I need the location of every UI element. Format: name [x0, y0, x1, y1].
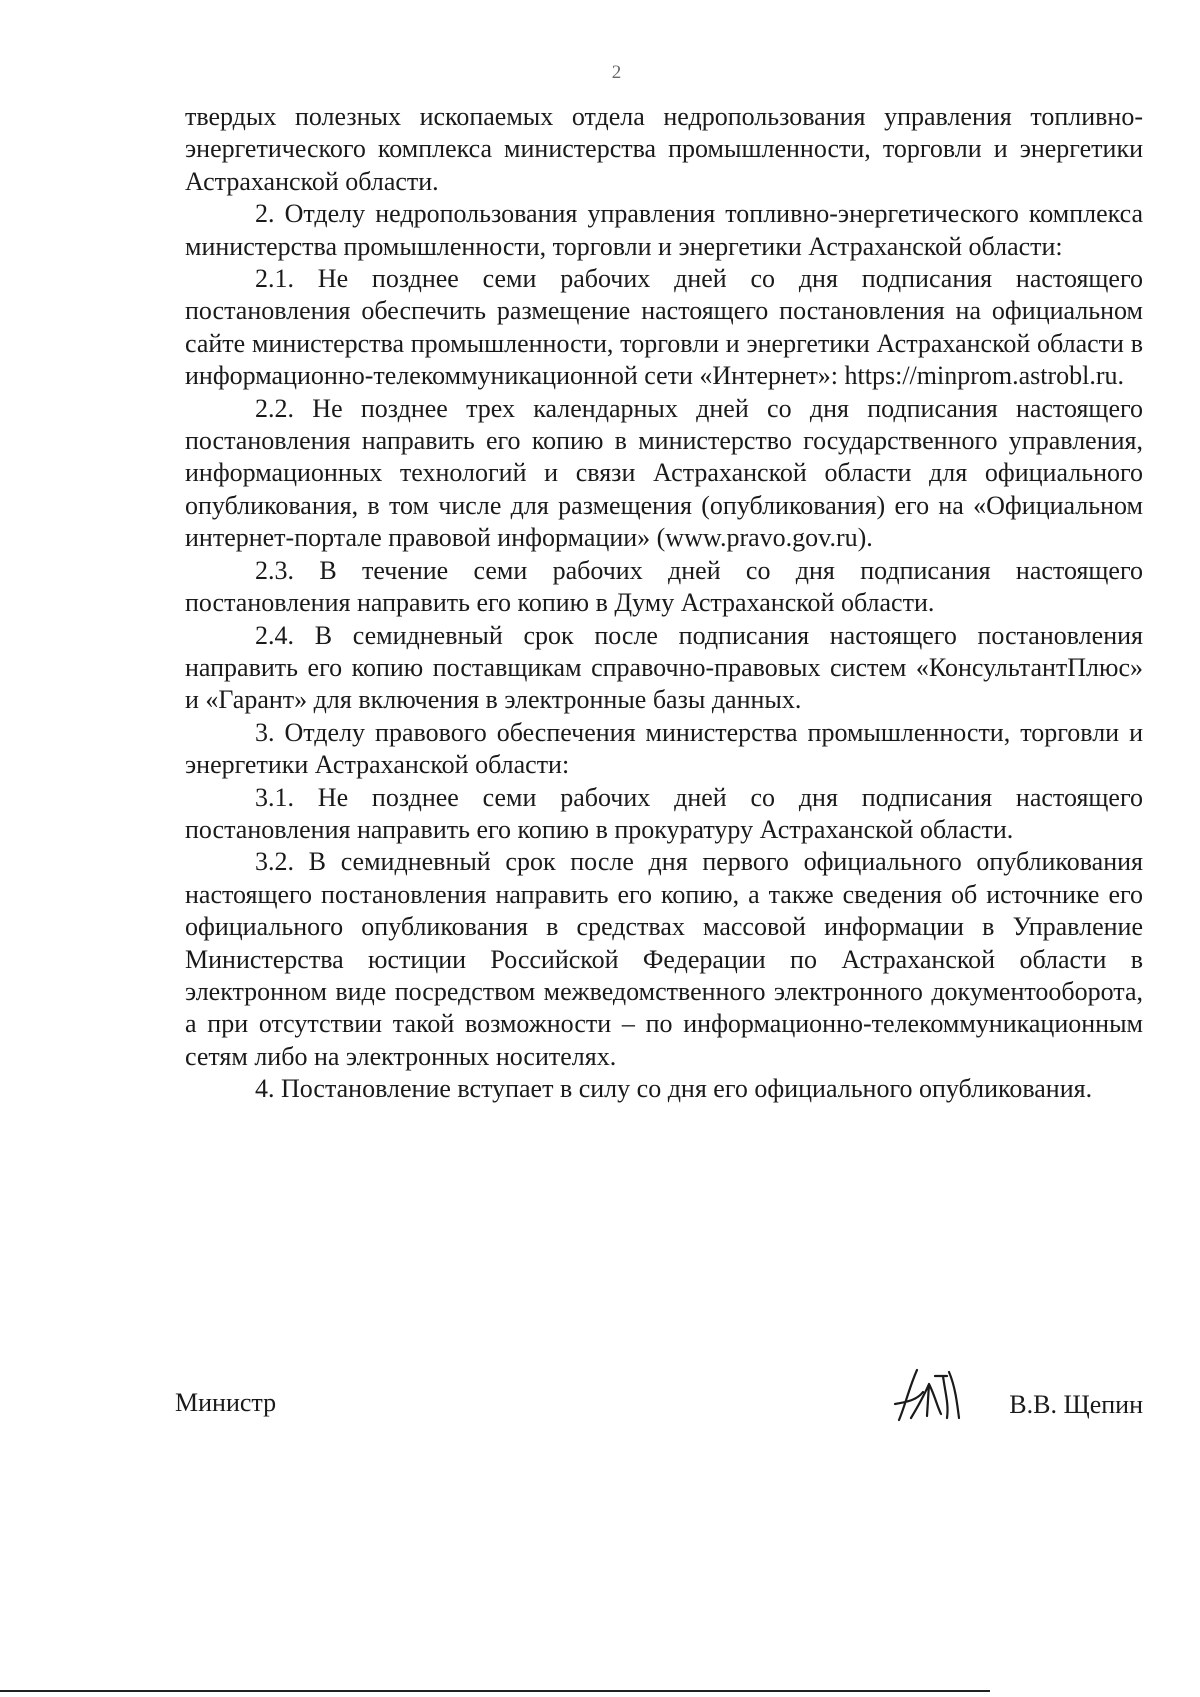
paragraph-item-4: 4. Постановление вступает в силу со дня его официального опубликования.: [255, 1074, 1093, 1104]
paragraph-item-3-2: 3.2. В семидневный срок после дня первого официального опубликования настоящего постановления направить его копию, а также сведения об источнике его официального опубликования в средствах массовой информации в Управление Министерства юстиции Российской Федерации по Астраханской области в электронном виде посредством межведомственного электронного документооборота, а при отсутствии такой возможности – по информационно-телекоммуникационным сетям либо на электронных носителях.: [185, 847, 1143, 1071]
paragraph-item-2-2: 2.2. Не позднее трех календарных дней со дня подписания настоящего постановления направить его копию в министерство государственного управления, информационных технологий и связи Астраханской области для официального опубликования, в том числе для размещения (опубликования) его на «Официальном интернет-портале правовой информации» (www.pravo.gov.ru).: [185, 393, 1143, 553]
paragraph-item-3: 3. Отделу правового обеспечения министерства промышленности, торговли и энергетики Астраханской области:: [185, 717, 1143, 780]
handwritten-signature: [887, 1362, 967, 1430]
paragraph-continuation: твердых полезных ископаемых отдела недропользования управления топливно-энергетического комплекса министерства промышленности, торговли и энергетики Астраханской области.: [185, 102, 1143, 196]
paragraph-item-2-3: 2.3. В течение семи рабочих дней со дня подписания настоящего постановления направить его копию в Думу Астраханской области.: [185, 555, 1143, 618]
page-number: 2: [611, 62, 622, 83]
paragraph-item-2: 2. Отделу недропользования управления топливно-энергетического комплекса министерства промышленности, торговли и энергетики Астраханской области:: [185, 199, 1143, 261]
paragraph-item-2-4: 2.4. В семидневный срок после подписания настоящего постановления направить его копию поставщикам справочно-правовых систем «КонсультантПлюс» и «Гарант» для включения в электронные базы данных.: [185, 620, 1143, 715]
paragraph-item-2-1: 2.1. Не позднее семи рабочих дней со дня подписания настоящего постановления обеспечить размещение настоящего постановления на официальном сайте министерства промышленности, торговли и энергетики Астраханской области в информационно-телекоммуникационной сети «Интернет»: https://minprom.astrobl.ru.: [185, 264, 1143, 391]
document-body: [185, 101, 1143, 1106]
signatory-title: Министр: [175, 1388, 277, 1417]
signature-block: [175, 1380, 1143, 1440]
bottom-divider: [0, 1690, 990, 1692]
paragraph-item-3-1: 3.1. Не позднее семи рабочих дней со дня подписания настоящего постановления направить его копию в прокуратуру Астраханской области.: [185, 782, 1143, 844]
signatory-name: В.В. Щепин: [1009, 1390, 1143, 1419]
